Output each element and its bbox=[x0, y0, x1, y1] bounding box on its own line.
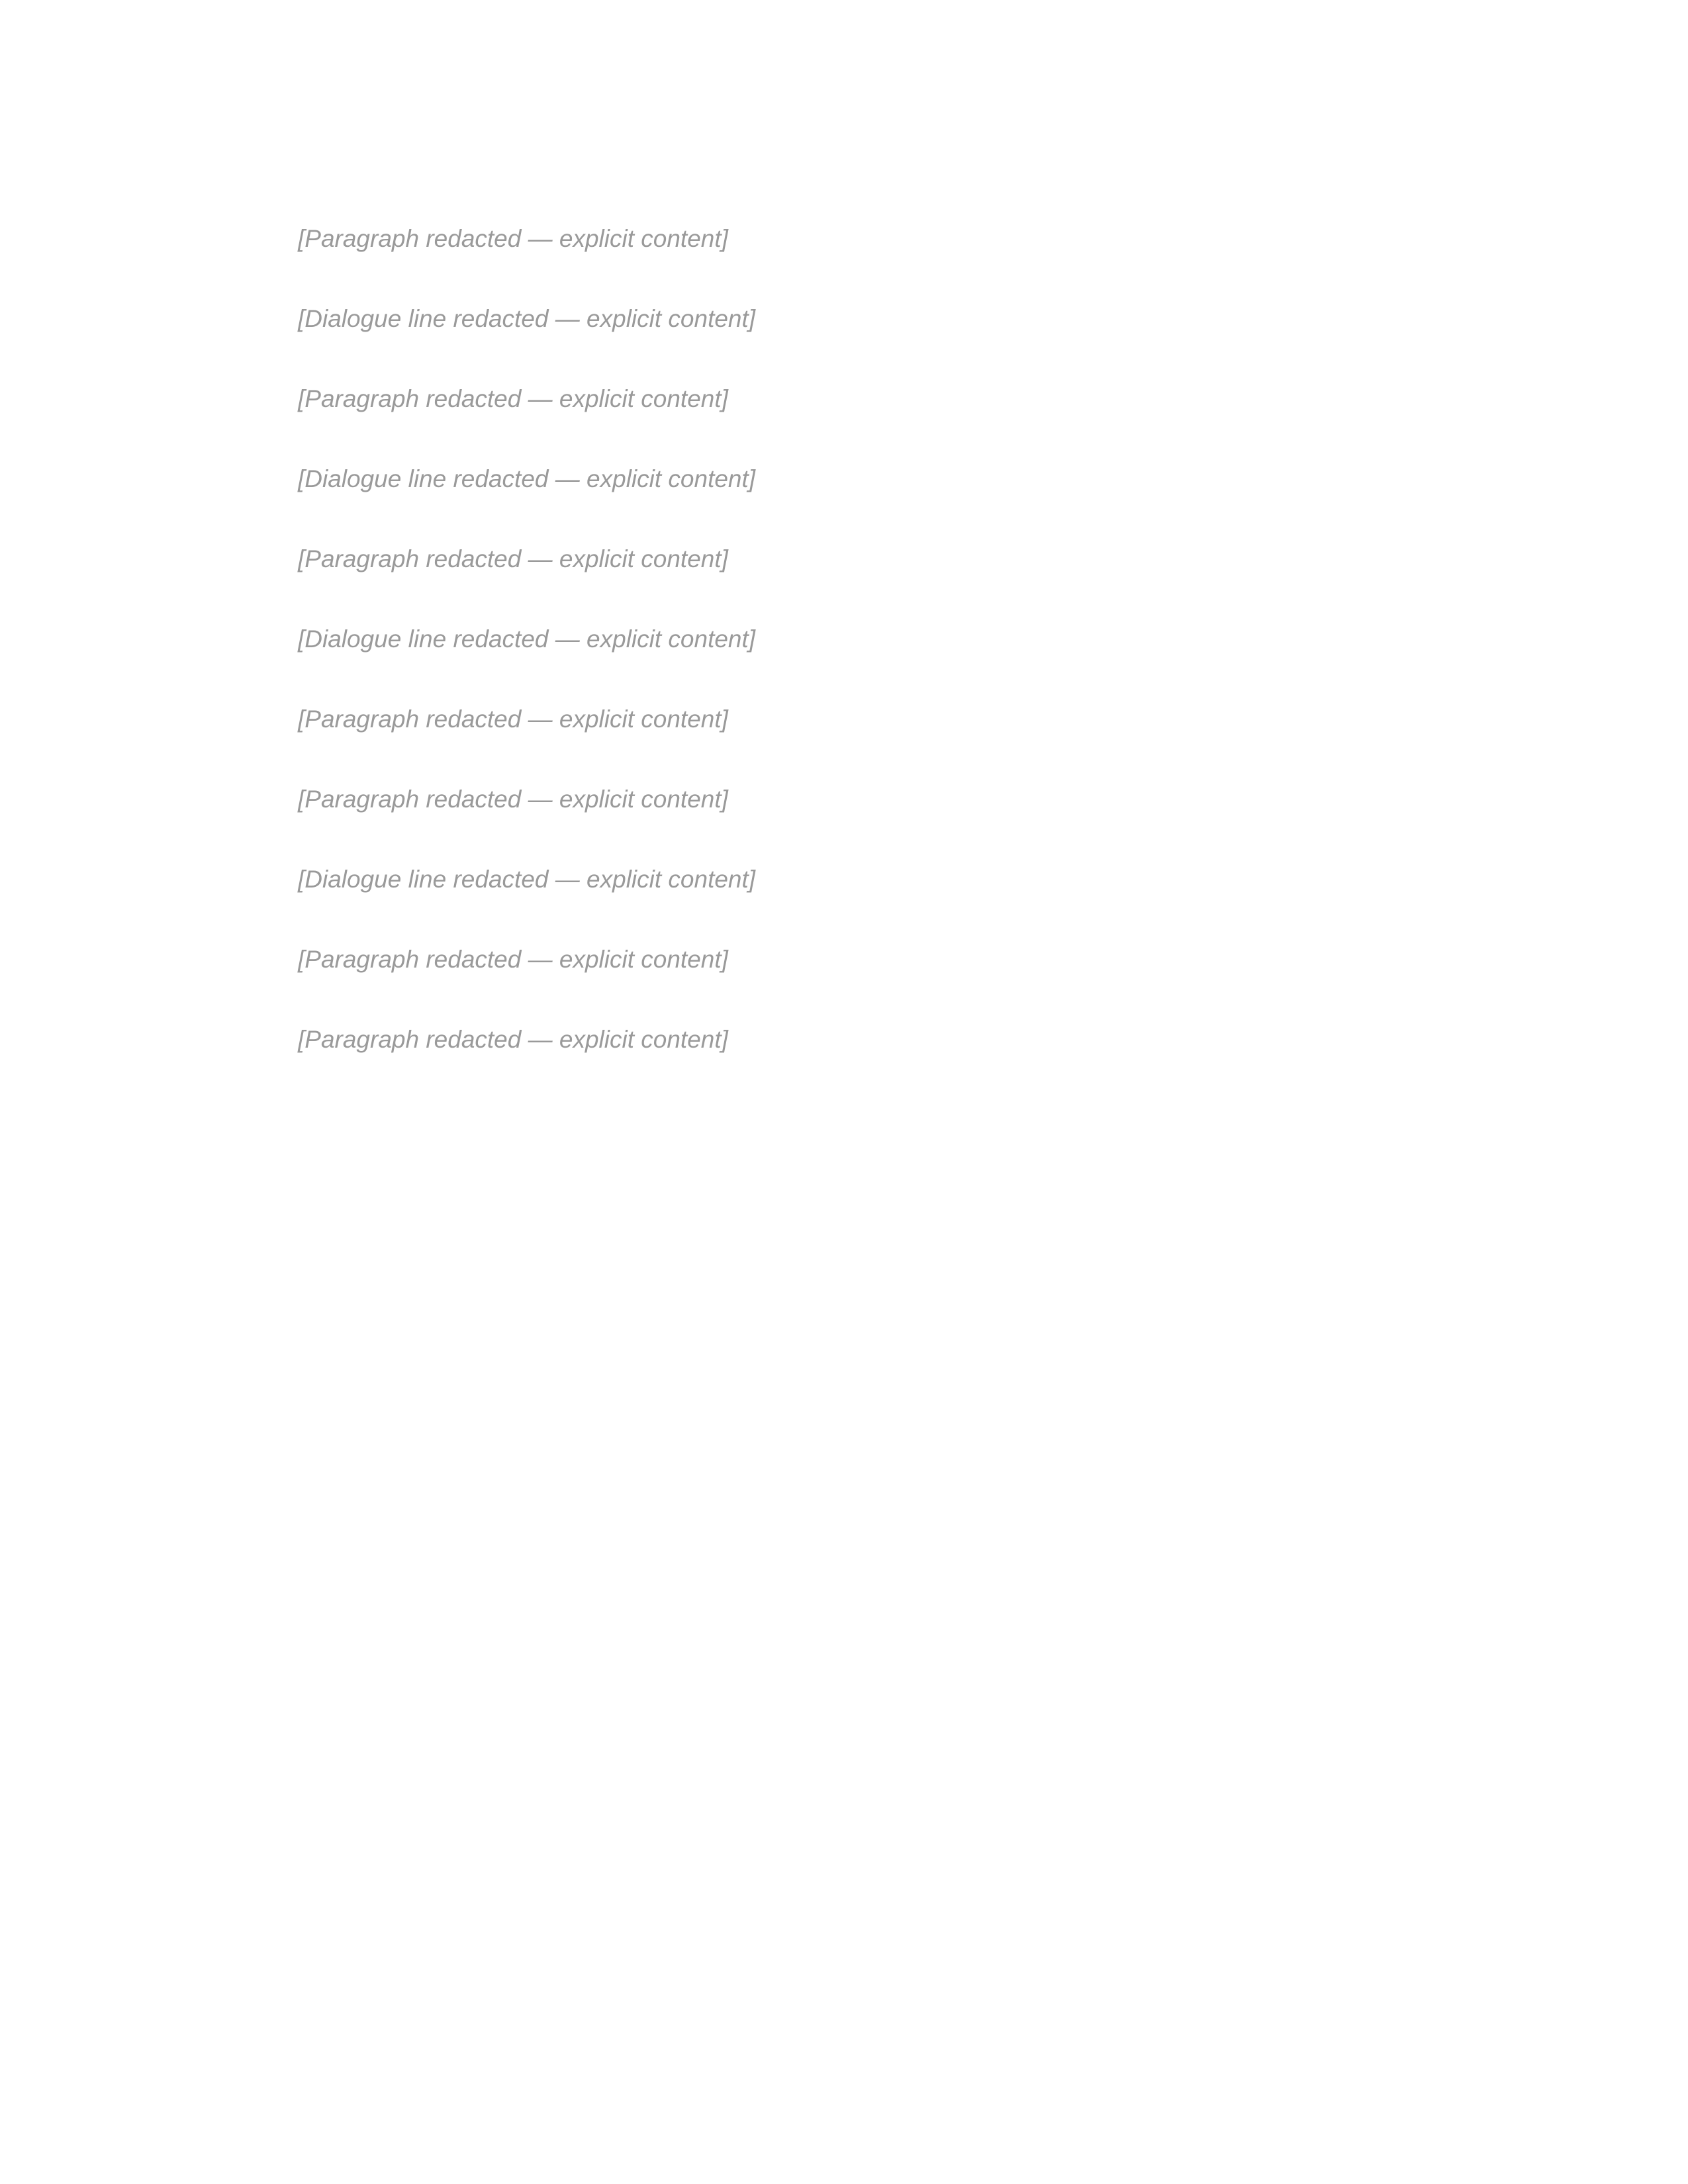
paragraph: [Dialogue line redacted — explicit content] bbox=[298, 866, 756, 893]
paragraph: [Paragraph redacted — explicit content] bbox=[298, 1026, 728, 1054]
paragraph: [Paragraph redacted — explicit content] bbox=[298, 705, 728, 733]
paragraph: [Paragraph redacted — explicit content] bbox=[298, 946, 728, 974]
paragraph: [Dialogue line redacted — explicit content] bbox=[298, 625, 756, 653]
paragraph: [Dialogue line redacted — explicit content] bbox=[298, 465, 756, 493]
paragraph: [Paragraph redacted — explicit content] bbox=[298, 786, 728, 813]
paragraph: [Paragraph redacted — explicit content] bbox=[298, 225, 728, 252]
paragraph: [Dialogue line redacted — explicit content] bbox=[298, 305, 756, 333]
paragraph: [Paragraph redacted — explicit content] bbox=[298, 385, 728, 413]
paragraph: [Paragraph redacted — explicit content] bbox=[298, 545, 728, 573]
